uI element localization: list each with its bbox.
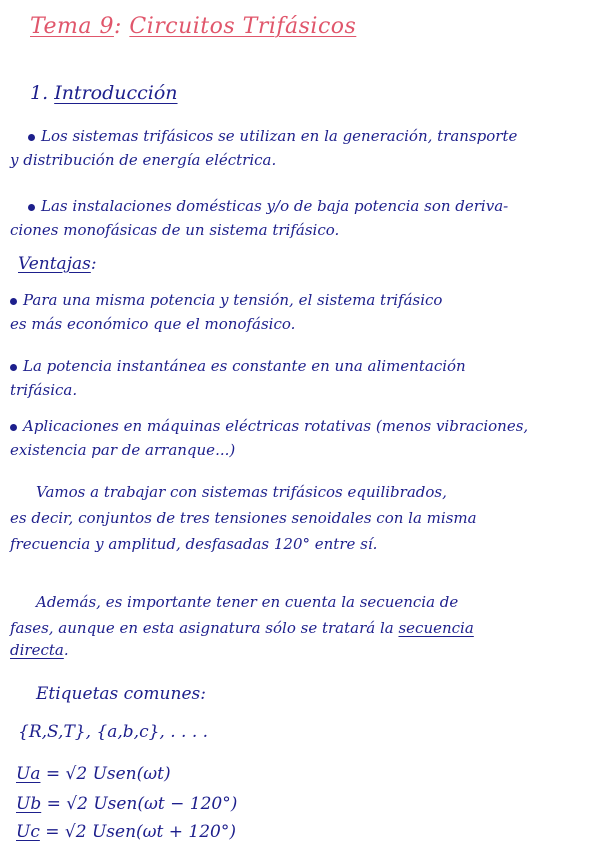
equation-rhs: = √2 Usen(ωt + 120°) <box>39 822 236 842</box>
paragraph-1-line-2: y distribución de energía eléctrica. <box>10 151 277 169</box>
equation-ua <box>16 764 171 784</box>
ventaja-3-line-2: existencia par de arranque...) <box>10 441 236 459</box>
paragraph-text: Los sistemas trifásicos se utilizan en la generación, transporte <box>41 127 518 145</box>
title-prefix: Tema 9 <box>30 14 114 39</box>
ventajas-label: Ventajas <box>18 254 91 274</box>
ventaja-text: Para una misma potencia y tensión, el sistema trifásico <box>23 291 443 309</box>
ventaja-text: Aplicaciones en máquinas eléctricas rotativas (menos vibraciones, <box>23 417 529 435</box>
paragraph-1-line-1 <box>28 126 601 146</box>
paragraph-3-line-1: Vamos a trabajar con sistemas trifásicos equilibrados, <box>36 483 447 501</box>
page-title <box>30 14 356 39</box>
directa-underlined: directa <box>10 641 64 659</box>
paragraph-3-line-3: frecuencia y amplitud, desfasadas 120° entre sí. <box>10 535 378 553</box>
bullet-icon <box>10 424 17 431</box>
equation-variable: Ub <box>16 794 42 814</box>
equation-variable: Ua <box>16 764 41 784</box>
paragraph-4-end: . <box>63 641 69 659</box>
bullet-icon <box>28 204 35 211</box>
equation-variable: Uc <box>16 822 40 842</box>
ventaja-2-line-1 <box>10 356 595 376</box>
labels-heading: Etiquetas comunes: <box>36 684 206 704</box>
ventaja-2-line-2: trifásica. <box>10 381 78 399</box>
labels-sets: {R,S,T}, {a,b,c}, . . . . <box>18 722 209 742</box>
bullet-icon <box>28 134 35 141</box>
title-separator: : <box>113 14 130 39</box>
ventajas-heading <box>18 254 97 274</box>
section-label: Introducción <box>54 82 178 104</box>
equation-ub <box>16 794 237 814</box>
section-heading <box>30 82 178 104</box>
equation-uc <box>16 822 236 842</box>
ventajas-colon: : <box>90 254 97 274</box>
ventaja-3-line-1 <box>10 416 595 436</box>
equation-rhs: = √2 Usen(ωt − 120°) <box>41 794 238 814</box>
section-number: 1. <box>30 82 49 104</box>
paragraph-4-line-3 <box>10 640 595 660</box>
paragraph-3-line-2: es decir, conjuntos de tres tensiones senoidales con la misma <box>10 509 477 527</box>
bullet-icon <box>10 364 17 371</box>
paragraph-text: Las instalaciones domésticas y/o de baja potencia son deriva- <box>41 197 509 215</box>
equation-rhs: = √2 Usen(ωt) <box>40 764 171 784</box>
paragraph-4-text: fases, aunque en esta asignatura sólo se tratará la <box>10 619 399 637</box>
paragraph-2-line-2: ciones monofásicas de un sistema trifásico. <box>10 221 340 239</box>
ventaja-1-line-1 <box>10 290 595 310</box>
bullet-icon <box>10 298 17 305</box>
title-text: Circuitos Trifásicos <box>129 14 357 39</box>
paragraph-4-line-1: Además, es importante tener en cuenta la secuencia de <box>36 593 459 611</box>
paragraph-4-line-2 <box>10 618 595 638</box>
paragraph-2-line-1 <box>28 196 601 216</box>
ventaja-text: La potencia instantánea es constante en una alimentación <box>23 357 466 375</box>
ventaja-1-line-2: es más económico que el monofásico. <box>10 315 296 333</box>
secuencia-underlined: secuencia <box>398 619 474 637</box>
